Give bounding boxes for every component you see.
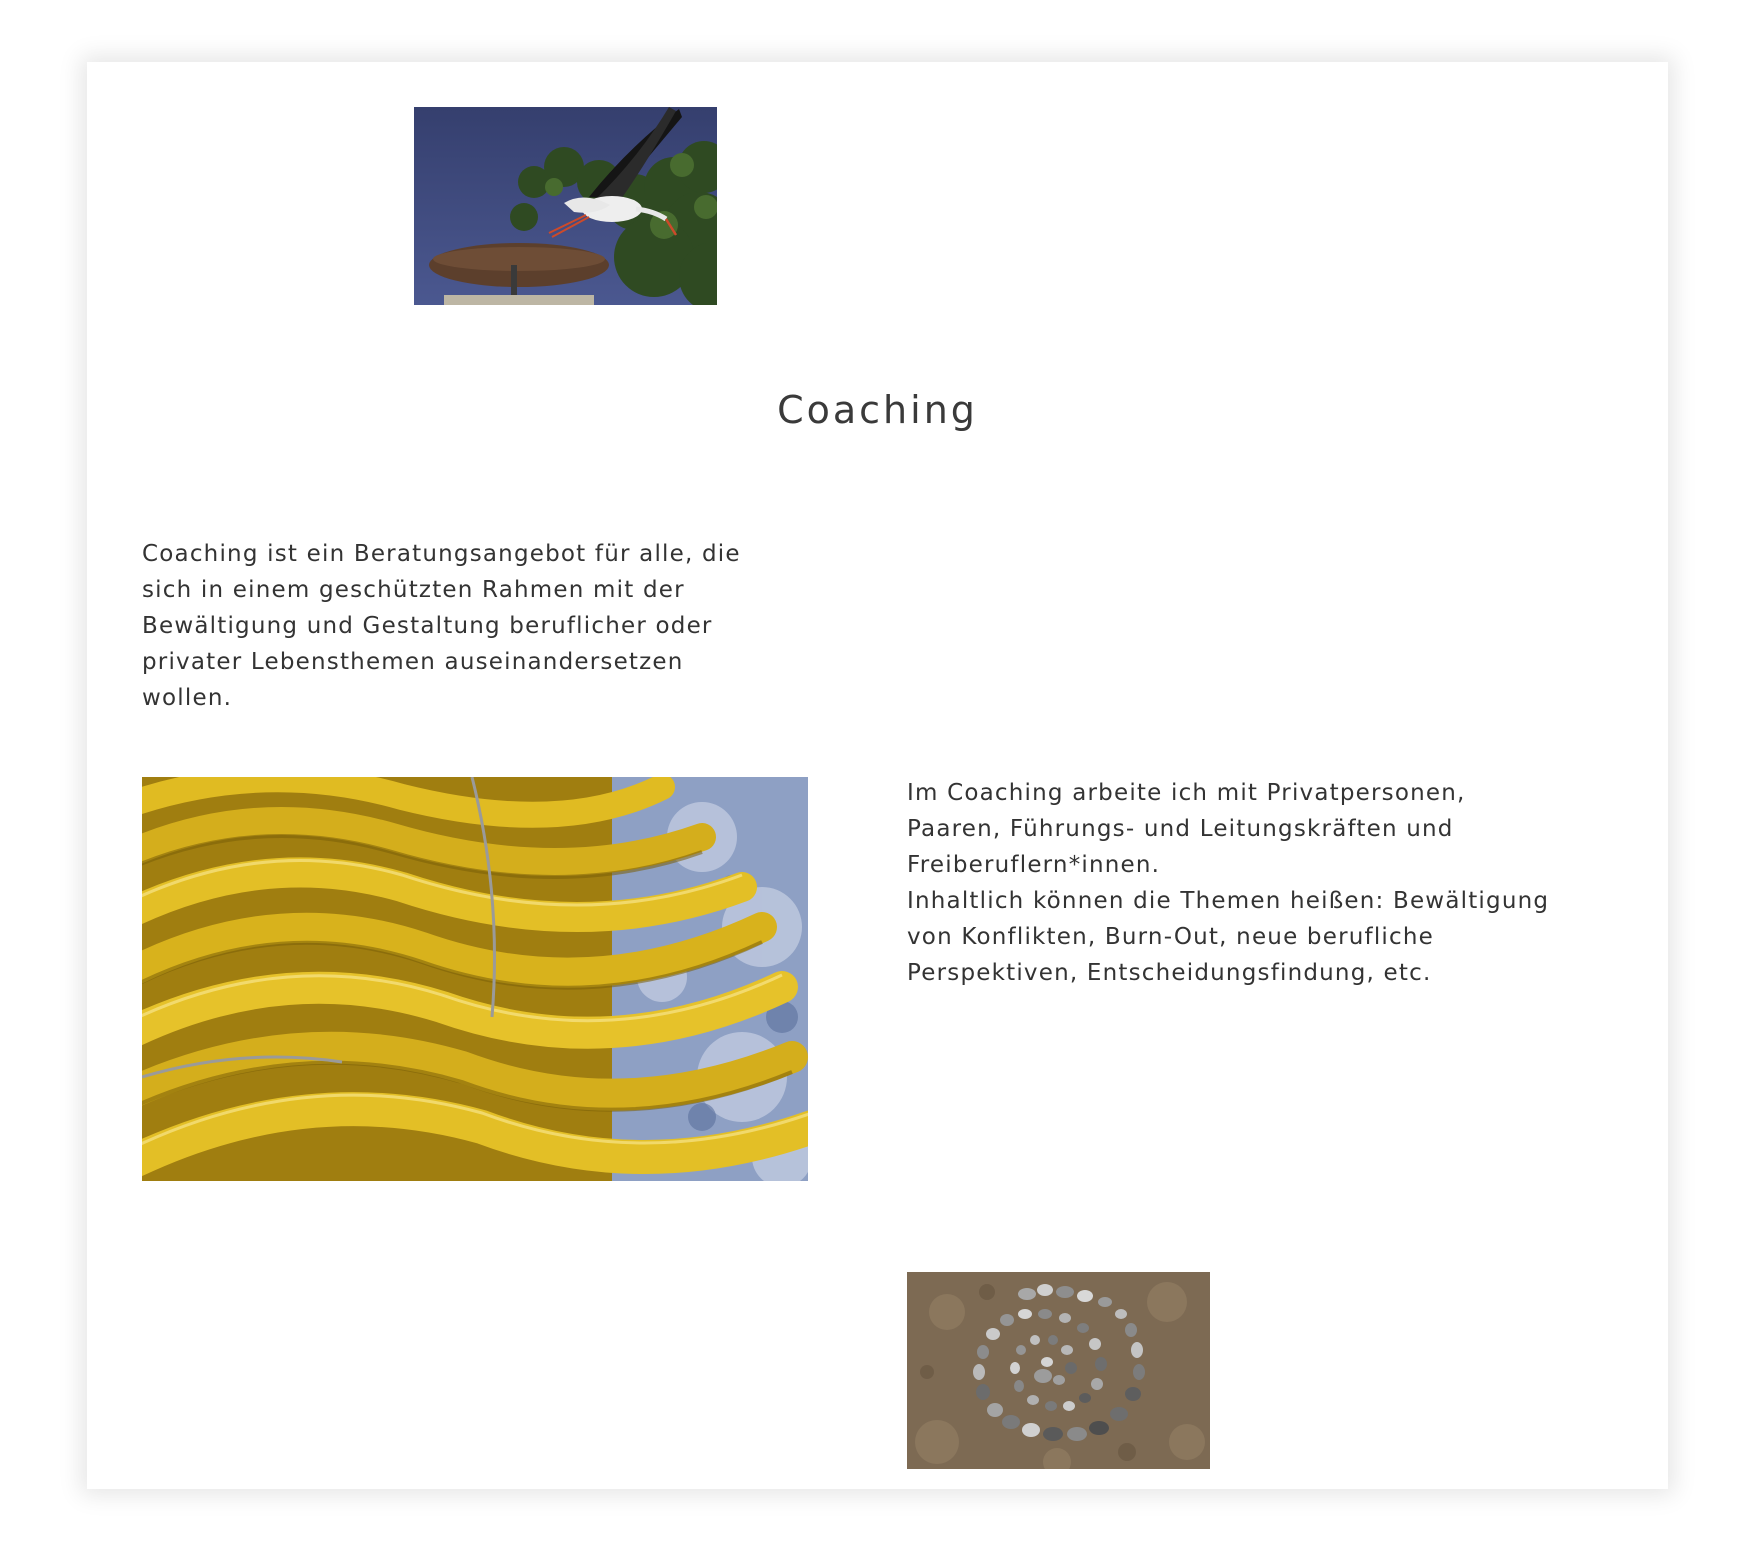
stone-spiral-photo	[907, 1272, 1210, 1469]
page-title: Coaching	[777, 388, 978, 432]
detail-paragraph: Im Coaching arbeite ich mit Privatpersonen, Paaren, Führungs- und Leitungskräften und Freiberuflern*innen. Inhaltlich können die Themen heißen: Bewältigung von Konflikten, Burn-Out, neue berufliche Perspektiven, Entscheidungsfindung, etc.	[907, 780, 1550, 986]
content-card	[87, 62, 1668, 1489]
intro-paragraph: Coaching ist ein Beratungsangebot für alle, die sich in einem geschützten Rahmen mit der Bewältigung und Gestaltung beruflicher oder privater Lebensthemen auseinandersetzen wollen.	[142, 541, 741, 711]
stork-photo	[414, 107, 717, 305]
yellow-chairs-photo	[142, 777, 808, 1181]
